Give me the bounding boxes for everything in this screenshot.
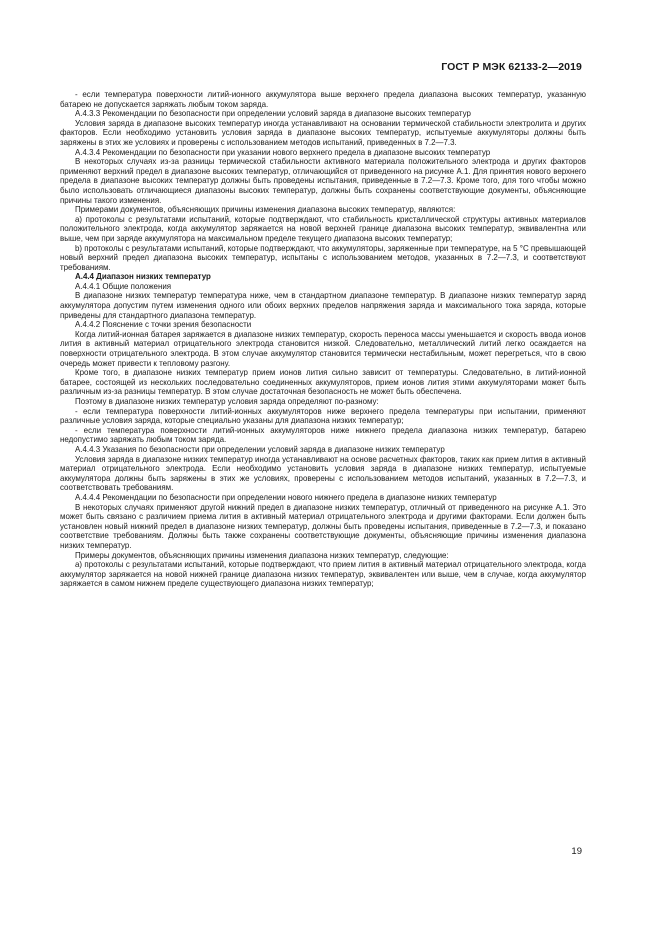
paragraph: - если температура поверхности литий-ионного аккумулятора выше верхнего предела диапазона высоких температур, указанную батарею не допускается заряжать любым током заряда. — [60, 90, 586, 109]
paragraph: Когда литий-ионная батарея заряжается в диапазоне низких температур, скорость переноса массы уменьшается и скорость ввода ионов лития в активный материал отрицательного электрода становится низкой. Следовательно, металлический литий легко осаждается на поверхности отрицательного электрода. В этом случае аккумулятор становится термически нестабильным, может перегреться, что в свою очередь может привести к тепловому разгону. — [60, 329, 586, 368]
paragraph: Примерами документов, объясняющих причины изменения диапазона высоких температур, являются: — [75, 205, 456, 215]
paragraph: A.4.4.1 Общие положения — [75, 281, 172, 291]
document-body — [60, 90, 586, 589]
paragraph: В диапазоне низких температур температура ниже, чем в стандартном диапазоне температур. В диапазоне низких температур заряд аккумулятора допустим путем изменения одного или обоих верхних пределов напряжения заряда и максимального тока заряда, которые приведены для стандартного диапазона температур. — [60, 291, 586, 320]
paragraph: - если температура поверхности литий-ионных аккумуляторов ниже верхнего предела температуры при испытании, применяют различные условия заряда, которые специально указаны для диапазона низких температур; — [60, 406, 586, 426]
paragraph: Условия заряда в диапазоне низких температур иногда устанавливают на основе расчетных факторов, таких как прием лития в активный материал отрицательного электрода. Если необходимо установить условия заряда в диапазоне низких температур, испытуемые аккумулятора должны быть заряжены в этих же условиях, проверены с использованием методов испытаний, указанных в 7.2—7.3, и соответствовать требованиям. — [60, 454, 586, 493]
paragraph: а) протоколы с результатами испытаний, которые подтверждают, что стабильность кристаллической структуры активных материалов положительного электрода, когда аккумулятор заряжается на новой верхней границе диапазона высоких температур, эквивалентна или выше, чем при заряде аккумулятора на максимальном пределе текущего диапазона высоких температур; — [60, 214, 586, 243]
paragraph: b) протоколы с результатами испытаний, которые подтверждают, что аккумуляторы, заряженные при температуре, на 5 °С превышающей новый верхний предел диапазона высоких температур, испытаны с использованием методов, указанных в 7.2—7.3, и соответствуют требованиям. — [60, 243, 586, 272]
paragraph: A.4.4.2 Пояснение с точки зрения безопасности — [75, 320, 252, 330]
page-number: 19 — [571, 846, 582, 857]
paragraph: A.4.4.4 Рекомендации по безопасности при определении нового нижнего предела в диапазоне низких температур — [75, 492, 497, 502]
paragraph: Условия заряда в диапазоне высоких температур иногда устанавливают на основании термической стабильности электролита и других факторов. Если необходимо установить условия заряда в диапазоне высоких температур, испытуемые аккумуляторы должны быть заряжены в этих же условиях и проверены с использованием методов испытаний, приведенных в 7.2—7.3. — [60, 118, 586, 147]
paragraph: A.4.3.4 Рекомендации по безопасности при указании нового верхнего предела в диапазоне высоких температур — [75, 147, 491, 157]
paragraph: Поэтому в диапазоне низких температур условия заряда определяют по-разному: — [75, 397, 379, 406]
paragraph: - если температура поверхности литий-ионных аккумуляторов ниже нижнего предела диапазона низких температур, батарею недопустимо заряжать любым током заряда. — [60, 425, 586, 445]
standard-code-header: ГОСТ Р МЭК 62133-2—2019 — [441, 61, 582, 73]
paragraph: A.4.4.3 Указания по безопасности при определении условий заряда в диапазоне низких температур — [75, 444, 445, 454]
paragraph: В некоторых случаях из-за разницы термической стабильности активного материала положительного электрода и других факторов применяют верхний предел в диапазоне высоких температур, отличающийся от приведенного на рисунке A.1. Для принятия нового верхнего предела в диапазоне высоких температур должны быть проведены испытания, приведенные в 7.2—7.3. Кроме того, для того чтобы можно было использовать отличающиеся диапазоны высоких температур, должны быть сохранены соответствующие документы, объясняющие причины такого изменения. — [60, 157, 586, 205]
paragraph: В некоторых случаях применяют другой нижний предел в диапазоне низких температур, отличный от приведенного на рисунке A.1. Это может быть связано с различием приема лития в активный материал отрицательного электрода и другими факторами. Если должен быть установлен новый нижний предел в диапазоне низких температур, должны быть проведены испытания, приведенные в 7.2—7.3, и показано соответствие требованиям. Должны быть также сохранены соответствующие документы, объясняющие причины изменения диапазона низких температур. — [60, 502, 586, 550]
section-heading: A.4.4 Диапазон низких температур — [75, 272, 211, 282]
paragraph: а) протоколы с результатами испытаний, которые подтверждают, что прием лития в активный материал отрицательного электрода, когда аккумулятор заряжается на новой нижней границе диапазона низких температур, эквивалентен или выше, чем в случае, когда аккумулятор заряжается в самом нижнем пределе существующего диапазона низких температур; — [60, 560, 586, 589]
paragraph: Примеры документов, объясняющих причины изменения диапазона низких температур, следующие: — [75, 550, 449, 560]
paragraph: Кроме того, в диапазоне низких температур прием ионов лития сильно зависит от температуры. Следовательно, в литий-ионной батарее, состоящей из нескольких последовательно соединенных аккумуляторов, прием ионов лития этими аккумуляторами может быть различным из-за разницы температур. В этом случае достаточная безопасность не может быть обеспечена. — [60, 368, 586, 397]
paragraph: A.4.3.3 Рекомендации по безопасности при определении условий заряда в диапазоне высоких температур — [75, 109, 471, 119]
